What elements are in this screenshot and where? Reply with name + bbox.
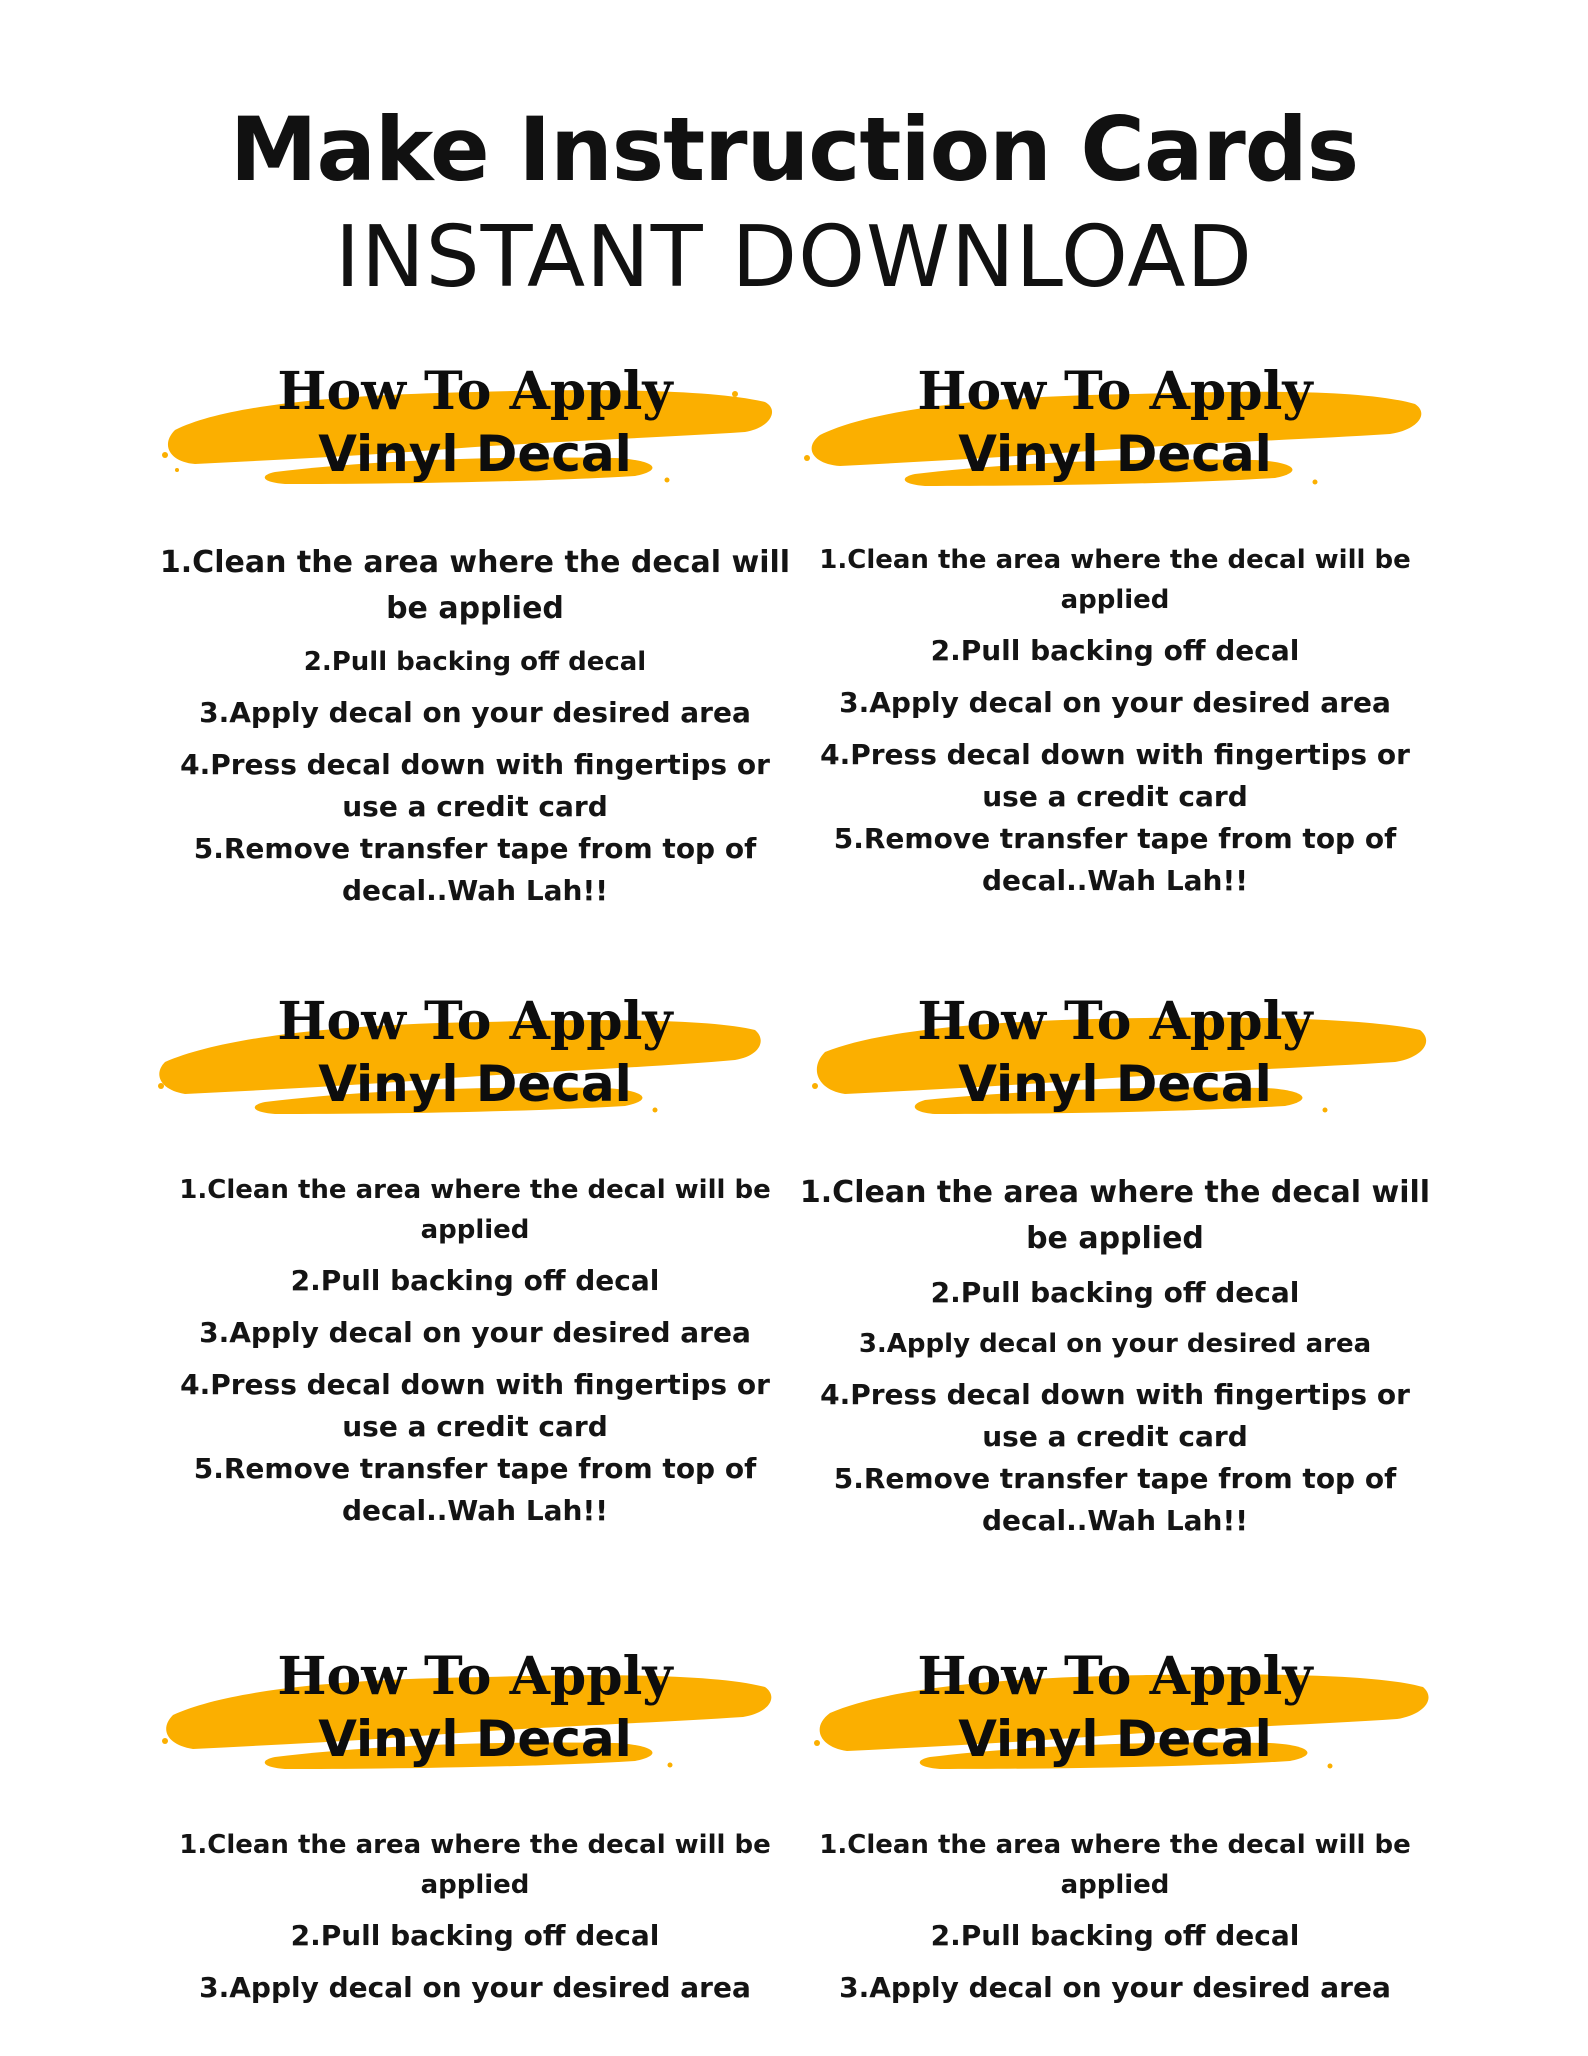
instruction-card: [155, 360, 795, 907]
step-item: 5.Remove transfer tape from top of decal..Wah Lah!!: [193, 1452, 757, 1527]
card-heading-line2: Vinyl Decal: [318, 425, 632, 483]
card-heading-line1: How To Apply: [917, 361, 1313, 422]
instruction-card: [795, 1645, 1435, 2004]
card-heading-line2: Vinyl Decal: [318, 1055, 632, 1113]
step-item: 4.Press decal down with fingertips or use a credit card: [820, 1378, 1410, 1453]
card-heading: [795, 990, 1435, 1120]
instruction-card: [795, 360, 1435, 897]
step-item: 4.Press decal down with fingertips or use a credit card: [820, 738, 1410, 813]
step-item: 1.Clean the area where the decal will be applied: [179, 1830, 771, 1900]
card-heading: [795, 360, 1435, 490]
step-item: 3.Apply decal on your desired area: [839, 686, 1391, 719]
step-item: 1.Clean the area where the decal will be applied: [819, 545, 1411, 615]
step-item: 1.Clean the area where the decal will be applied: [799, 1175, 1431, 1256]
step-item: 1.Clean the area where the decal will be applied: [179, 1175, 771, 1245]
step-item: 2.Pull backing off decal: [930, 634, 1300, 667]
instruction-card: [795, 990, 1435, 1537]
step-item: 3.Apply decal on your desired area: [858, 1329, 1372, 1359]
step-item: 3.Apply decal on your desired area: [839, 1971, 1391, 2004]
step-item: 2.Pull backing off decal: [290, 1919, 660, 1952]
card-heading: [155, 360, 795, 490]
card-heading-line1: How To Apply: [277, 361, 673, 422]
card-heading-line1: How To Apply: [917, 991, 1313, 1052]
card-heading-line2: Vinyl Decal: [958, 1055, 1272, 1113]
card-heading: [795, 1645, 1435, 1775]
steps-list: [795, 540, 1435, 902]
step-item: 4.Press decal down with fingertips or use a credit card: [180, 748, 770, 823]
instruction-card: [155, 990, 795, 1527]
page-header: [0, 95, 1588, 311]
card-heading-line2: Vinyl Decal: [318, 1710, 632, 1768]
step-item: 2.Pull backing off decal: [930, 1919, 1300, 1952]
step-item: 5.Remove transfer tape from top of decal..Wah Lah!!: [193, 832, 757, 907]
step-item: 1.Clean the area where the decal will be applied: [819, 1830, 1411, 1900]
step-item: 3.Apply decal on your desired area: [199, 1971, 751, 2004]
steps-list: [155, 1825, 795, 2009]
steps-list: [795, 1825, 1435, 2009]
card-heading-line1: How To Apply: [917, 1646, 1313, 1707]
step-item: 3.Apply decal on your desired area: [199, 1316, 751, 1349]
card-heading-line1: How To Apply: [277, 991, 673, 1052]
step-item: 3.Apply decal on your desired area: [199, 696, 751, 729]
step-item: 2.Pull backing off decal: [290, 1264, 660, 1297]
step-item: 4.Press decal down with fingertips or use a credit card: [180, 1368, 770, 1443]
card-heading-line2: Vinyl Decal: [958, 1710, 1272, 1768]
step-item: 2.Pull backing off decal: [930, 1276, 1300, 1309]
card-heading-line1: How To Apply: [277, 1646, 673, 1707]
steps-list: [155, 1170, 795, 1532]
steps-list: [795, 1170, 1435, 1542]
steps-list: [155, 540, 795, 912]
card-heading-line2: Vinyl Decal: [958, 425, 1272, 483]
step-item: 1.Clean the area where the decal will be applied: [159, 545, 791, 626]
card-heading: [155, 990, 795, 1120]
step-item: 2.Pull backing off decal: [303, 647, 647, 677]
page-title: Make Instruction Cards: [229, 98, 1359, 201]
step-item: 5.Remove transfer tape from top of decal..Wah Lah!!: [833, 822, 1397, 897]
instruction-card: [155, 1645, 795, 2004]
page-subtitle: INSTANT DOWNLOAD: [335, 208, 1253, 307]
card-heading: [155, 1645, 795, 1775]
step-item: 5.Remove transfer tape from top of decal..Wah Lah!!: [833, 1462, 1397, 1537]
